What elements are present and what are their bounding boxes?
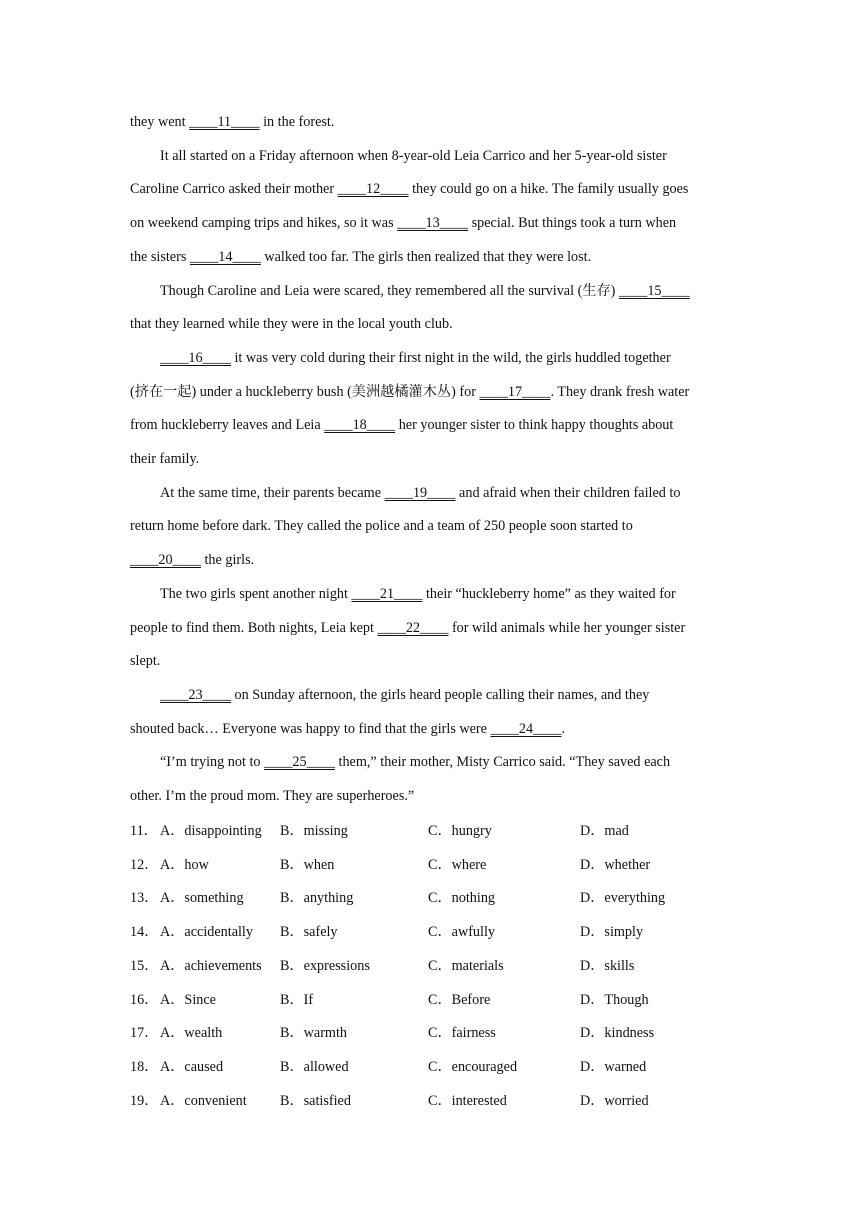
passage-line	[130, 415, 673, 435]
option-a[interactable]: A．Since	[160, 992, 216, 1008]
passage-text: It all started on a Friday afternoon when 8-year-old Leia Carrico and her 5-year-old sister	[160, 148, 667, 164]
option-d[interactable]: D．kindness	[580, 1025, 655, 1041]
answer-blank[interactable]: ____17____	[479, 384, 551, 400]
question-row	[130, 888, 750, 908]
answer-blank[interactable]: ____22____	[377, 620, 449, 636]
passage-text: other. I’m the proud mom. They are superheroes.”	[130, 788, 415, 804]
answer-blank[interactable]: ____23____	[160, 687, 231, 703]
question-number: 16．	[130, 992, 159, 1008]
answer-blank[interactable]: ____16____	[160, 350, 231, 366]
passage-text: and afraid when their children failed to	[455, 485, 681, 501]
question-number: 12．	[130, 857, 159, 873]
passage-text: on weekend camping trips and hikes, so it was	[130, 215, 398, 231]
option-a[interactable]: A．caused	[160, 1059, 224, 1075]
passage-line	[160, 281, 690, 301]
passage-line	[130, 179, 688, 199]
passage-text: the sisters	[130, 249, 190, 265]
passage-text: shouted back… Everyone was happy to find that the girls were	[130, 721, 491, 737]
option-c[interactable]: C．awfully	[428, 924, 495, 940]
answer-blank[interactable]: ____15____	[618, 283, 690, 299]
option-d[interactable]: D．Though	[580, 992, 649, 1008]
passage-line	[160, 146, 667, 166]
passage-text: they could go on a hike. The family usually goes	[408, 181, 689, 197]
passage-text: in the forest.	[259, 114, 335, 130]
passage-text: Though Caroline and Leia were scared, they remembered all the survival (生存)	[160, 283, 619, 299]
question-number: 15．	[130, 958, 159, 974]
answer-blank[interactable]: ____19____	[384, 485, 456, 501]
passage-text: on Sunday afternoon, the girls heard people calling their names, and they	[230, 687, 650, 703]
passage-text: return home before dark. They called the police and a team of 250 people soon started to	[130, 518, 633, 534]
question-row	[130, 855, 750, 875]
option-a[interactable]: A．disappointing	[160, 823, 262, 839]
option-d[interactable]: D．everything	[580, 890, 666, 906]
question-row	[130, 821, 750, 841]
option-c[interactable]: C．fairness	[428, 1025, 496, 1041]
passage-text: they went	[130, 114, 190, 130]
option-b[interactable]: B．allowed	[280, 1059, 349, 1075]
option-a[interactable]: A．something	[160, 890, 244, 906]
option-c[interactable]: C．where	[428, 857, 487, 873]
option-d[interactable]: D．whether	[580, 857, 651, 873]
passage-line	[160, 584, 676, 604]
option-b[interactable]: B．satisfied	[280, 1093, 351, 1109]
passage-line	[160, 483, 680, 503]
answer-blank[interactable]: ____11____	[189, 114, 260, 130]
question-row	[130, 990, 750, 1010]
question-number: 17．	[130, 1025, 159, 1041]
question-row	[130, 1091, 750, 1111]
option-d[interactable]: D．worried	[580, 1093, 649, 1109]
passage-text: .	[561, 721, 565, 737]
passage-line	[160, 685, 649, 705]
passage-line	[130, 112, 334, 132]
passage-text: their “huckleberry home” as they waited for	[422, 586, 676, 602]
option-c[interactable]: C．nothing	[428, 890, 496, 906]
answer-blank[interactable]: ____14____	[189, 249, 261, 265]
passage-line	[130, 516, 633, 536]
option-b[interactable]: B．expressions	[280, 958, 370, 974]
passage-text: that they learned while they were in the local youth club.	[130, 316, 453, 332]
question-row	[130, 1057, 750, 1077]
passage-text: . They drank fresh water	[550, 384, 690, 400]
option-b[interactable]: B．anything	[280, 890, 354, 906]
option-c[interactable]: C．Before	[428, 992, 491, 1008]
passage-text: slept.	[130, 653, 161, 669]
option-d[interactable]: D．simply	[580, 924, 644, 940]
passage-text: Caroline Carrico asked their mother	[130, 181, 338, 197]
passage-text: “I’m trying not to	[160, 754, 265, 770]
passage-text: The two girls spent another night	[160, 586, 352, 602]
option-d[interactable]: D．skills	[580, 958, 635, 974]
passage-text: the girls.	[200, 552, 255, 568]
passage-text: it was very cold during their first night in the wild, the girls huddled together	[230, 350, 671, 366]
option-a[interactable]: A．accidentally	[160, 924, 253, 940]
question-number: 19．	[130, 1093, 159, 1109]
passage-line	[130, 550, 254, 570]
question-row	[130, 956, 750, 976]
passage-text: At the same time, their parents became	[160, 485, 385, 501]
passage-line	[130, 651, 160, 671]
passage-text: her younger sister to think happy thoughts about	[395, 417, 674, 433]
passage-line	[130, 247, 591, 267]
answer-blank[interactable]: ____18____	[324, 417, 396, 433]
answer-blank[interactable]: ____13____	[397, 215, 469, 231]
option-a[interactable]: A．how	[160, 857, 209, 873]
option-b[interactable]: B．warmth	[280, 1025, 347, 1041]
option-a[interactable]: A．convenient	[160, 1093, 247, 1109]
passage-text: (挤在一起) under a huckleberry bush (美洲越橘灌木丛) for	[130, 384, 480, 400]
answer-blank[interactable]: ____24____	[490, 721, 562, 737]
answer-blank[interactable]: ____12____	[337, 181, 409, 197]
passage-line	[160, 752, 670, 772]
answer-blank[interactable]: ____25____	[264, 754, 335, 770]
question-number: 11．	[130, 823, 158, 839]
passage-line	[130, 314, 453, 334]
passage-text: for wild animals while her younger sister	[448, 620, 686, 636]
question-number: 18．	[130, 1059, 159, 1075]
option-c[interactable]: C．encouraged	[428, 1059, 518, 1075]
passage-text: people to find them. Both nights, Leia kept	[130, 620, 378, 636]
option-b[interactable]: B．If	[280, 992, 314, 1008]
passage-line	[130, 786, 414, 806]
option-b[interactable]: B．safely	[280, 924, 338, 940]
passage-line	[130, 719, 565, 739]
passage-text: them,” their mother, Misty Carrico said. “They saved each	[334, 754, 671, 770]
question-row	[130, 922, 750, 942]
option-a[interactable]: A．achievements	[160, 958, 262, 974]
passage-line	[160, 348, 671, 368]
question-row	[130, 1023, 750, 1043]
question-number: 14．	[130, 924, 159, 940]
passage-line	[130, 618, 685, 638]
option-c[interactable]: C．materials	[428, 958, 504, 974]
passage-line	[130, 213, 676, 233]
option-b[interactable]: B．when	[280, 857, 335, 873]
option-b[interactable]: B．missing	[280, 823, 348, 839]
answer-blank[interactable]: ____21____	[351, 586, 423, 602]
passage-line	[130, 382, 689, 402]
passage-text: walked too far. The girls then realized that they were lost.	[260, 249, 592, 265]
passage-line	[130, 449, 199, 469]
option-c[interactable]: C．interested	[428, 1093, 507, 1109]
answer-blank[interactable]: ____20____	[130, 552, 201, 568]
option-c[interactable]: C．hungry	[428, 823, 492, 839]
option-d[interactable]: D．warned	[580, 1059, 647, 1075]
option-d[interactable]: D．mad	[580, 823, 629, 839]
passage-text: special. But things took a turn when	[468, 215, 677, 231]
passage-text: their family.	[130, 451, 200, 467]
passage-text: from huckleberry leaves and Leia	[130, 417, 325, 433]
question-number: 13．	[130, 890, 159, 906]
option-a[interactable]: A．wealth	[160, 1025, 223, 1041]
